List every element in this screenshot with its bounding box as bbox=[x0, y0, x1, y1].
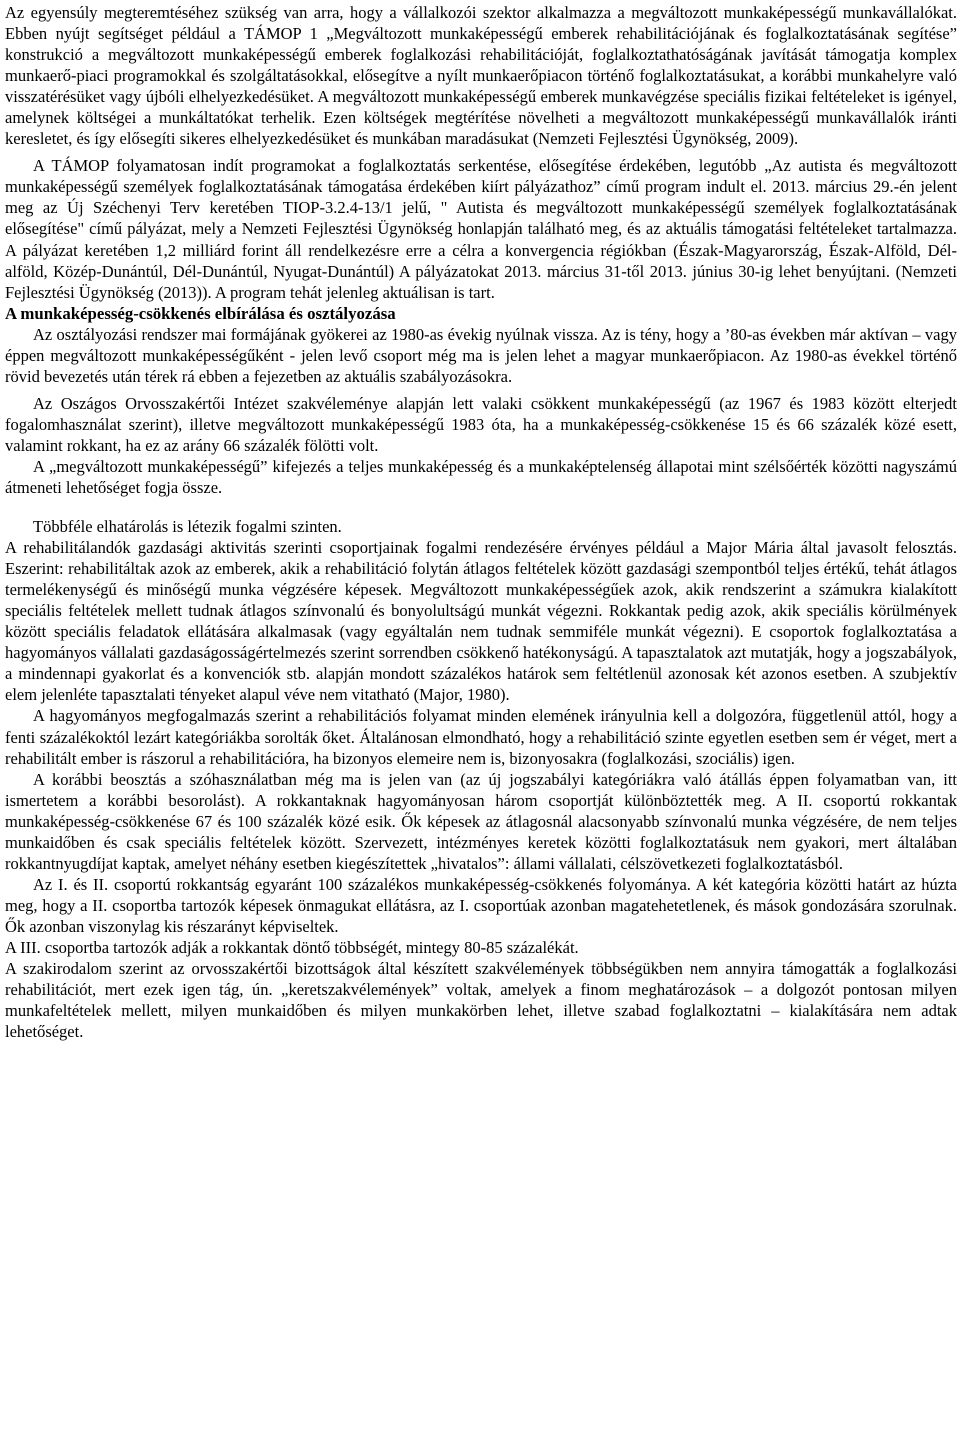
paragraph-classification-roots: Az osztályozási rendszer mai formájának gyökerei az 1980-as évekig nyúlnak vissza. Az is tény, hogy a ’80-as években már aktívan – vagy éppen megváltozott munkaképességűként - jelen levő csoport még ma is jelen lehet a magyar munkaerőpiacon. Az 1980-as évekkel történő rövid bevezetés után térek rá ebben a fejezetben az aktuális szabályozásokra. bbox=[5, 324, 957, 386]
paragraph-group-three: A III. csoportba tartozók adják a rokkantak döntő többségét, mintegy 80-85 százalékát. bbox=[5, 937, 579, 957]
paragraph-intro-employers: Az egyensúly megteremtéséhez szükség van arra, hogy a vállalkozói szektor alkalmazza a megváltozott munkaképességű munkavállalókat. Ebben nyújt segítséget például a TÁMOP 1 „Megváltozott munkaképességű emberek rehabilitációjának és foglalkoztatásának segítése” konstrukció a megváltozott munkaképességű emberek foglalkozási rehabilitációját, foglalkoztathatóságának javítását támogatja komplex munkaerő-piaci programokkal és szolgáltatásokkal, elősegítve a nyílt munkaerőpiacon történő foglalkoztatásukat, a korábbi munkahelyre való visszatérésüket vagy újbóli elhelyezkedésüket. A megváltozott munkaképességű emberek munkavégzése speciális fizikai feltételeket is igényel, amelynek költségei a munkáltatókat terhelik. Ezen költségek megtérítése növelheti a megváltozott munkaképességű munkavállalók iránti keresletet, és így elősegíti sikeres elhelyezkedésüket és munkában maradásukat (Nemzeti Fejlesztési Ügynökség, 2009). bbox=[5, 3, 957, 149]
paragraph-major-classification: A rehabilitálandók gazdasági aktivitás szerinti csoportjainak fogalmi rendezésére érvényes például a Major Mária által javasolt felosztás. Eszerint: rehabilitáltak azok az emberek, akik a rehabilitáció folytán átlagos feltételek között gazdasági szempontból teljes értékű, tehát átlagos termelékenységű és minőségű munka végzésére képesek. Megváltozott munkaképességűek azok, akik rendszerint a számukra kialakított speciális feltételek mellett tudnak átlagos színvonalú és bonyolultságú munkát végezni. Rokkantak pedig azok, akik speciális körülmények között speciális feladatok ellátására alkalmasak (vagy egyáltalán nem tudnak semmiféle munkát végezni). E csoportok foglalkoztatása a hagyományos vállalati gazdaságosságértelmezés szerint sorrendben csökkenő hatékonyságú. A tapasztalatok azt mutatják, hogy a jogszabályok, a mindennapi gyakorlat és a konvenciók stb. alapján mondott százalékos határok sem feltétlenül azonosak két azonos esetben. A szubjektív elem jelenléte tapasztalati tényeket alapul véve nem vitatható (Major, 1980). bbox=[5, 538, 957, 705]
paragraph-changed-capacity-term: A „megváltozott munkaképességű” kifejezés a teljes munkaképesség és a munkaképtelenség állapotai mint szélsőérték közötti nagyszámú átmeneti lehetőséget fogja össze. bbox=[5, 456, 957, 497]
paragraph-traditional-rehabilitation: A hagyományos megfogalmazás szerint a rehabilitációs folyamat minden elemének irányulnia kell a dolgozóra, függetlenül attól, hogy a fenti százalékoktól lezárt kategóriákba sorolták őket. Általánosan elmondható, hogy a rehabilitáció szinte egyetlen esetben sem ér véget, mert a rehabilitált ember is rászorul a rehabilitációra, ha bizonyos elemeire nem is, bizonyosakra (foglalkozási, szociális) igen. bbox=[5, 706, 957, 768]
paragraph-conceptual-distinctions: Többféle elhatárolás is létezik fogalmi szinten. bbox=[33, 517, 342, 537]
paragraph-expert-institute: Az Oszágos Orvosszakértői Intézet szakvéleménye alapján lett valaki csökkent munkaképességű (az 1967 és 1983 között elterjedt fogalomhasználat szerint), illetve megváltozott munkaképességű 1983 óta, ha a munkaképesség-csökkenése 15 és 66 százalék közé esett, valamint rokkant, ha ez az arány 66 százalék fölötti volt. bbox=[5, 393, 957, 455]
paragraph-former-categories: A korábbi beosztás a szóhasználatban még ma is jelen van (az új jogszabályi kategóriákra való átállás éppen folyamatban van, itt ismertetem a korábbi besorolást). A rokkantaknak hagyományosan három csoportját különböztették meg. A II. csoportú rokkantak munkaképesség-csökkenése 67 és 100 százalék közé esik. Ők képesek az átlagosnál alacsonyabb színvonalú munka végzésére, de nem teljes munkaidőben és csak speciális feltételek között. Szervezett, intézményes keretek közötti foglalkoztatásuk nem gyakori, mert általában rokkantnyugdíjat kaptak, amelyet néhány esetben kiegészítettek „hivatalos”: állami vállalati, célszövetkezeti foglalkoztatásból. bbox=[5, 769, 957, 873]
paragraph-tamop-programs: A TÁMOP folyamatosan indít programokat a foglalkoztatás serkentése, elősegítése érdekében, legutóbb „Az autista és megváltozott munkaképességű személyek foglalkoztatásának támogatása érdekében kiírt pályázathoz” című program indult el. 2013. március 29.-én jelent meg az Új Széchenyi Terv keretében TIOP-3.2.4-13/1 jelű, " Autista és megváltozott munkaképességű személyek foglalkoztatásának elősegítése" című pályázat, mely a Nemzeti Fejlesztési Ügynökség honlapján található meg, és az aktuális támogatási feltételeket tartalmazza. A pályázat keretében 1,2 milliárd forint áll rendelkezésre erre a célra a konvergencia régiókban (Észak-Magyarország, Észak-Alföld, Dél-alföld, Közép-Dunántúl, Dél-Dunántúl, Nyugat-Dunántúl) A pályázatokat 2013. március 31-től 2013. június 30-ig lehet benyújtani. (Nemzeti Fejlesztési Ügynökség (2013)). A program tehát jelenleg aktuálisan is tart. bbox=[5, 156, 957, 302]
section-heading: A munkaképesség-csökkenés elbírálása és osztályozása bbox=[5, 303, 396, 323]
paragraph-expert-opinions: A szakirodalom szerint az orvosszakértői bizottságok által készített szakvélemények többségükben nem annyira támogatták a foglalkozási rehabilitációt, mert ezek igen tág, ún. „keretszakvélemények” voltak, amelyek a finom meghatározások – a dolgozót pontosan milyen munkafeltételek mellett, milyen munkaidőben és milyen munkakörben lehet, illetve szabad foglalkoztatni – kialakítására nem adtak lehetőséget. bbox=[5, 959, 957, 1042]
paragraph-group-one-two: Az I. és II. csoportú rokkantság egyaránt 100 százalékos munkaképesség-csökkenés folyománya. A két kategória közötti határt az húzta meg, hogy a II. csoportba tartozók képesek önmagukat ellátásra, az I. csoportúak azonban magatehetetlenek, és mások gondozására szorulnak. Ők azonban viszonylag kis részarányt képviseltek. bbox=[5, 874, 957, 936]
